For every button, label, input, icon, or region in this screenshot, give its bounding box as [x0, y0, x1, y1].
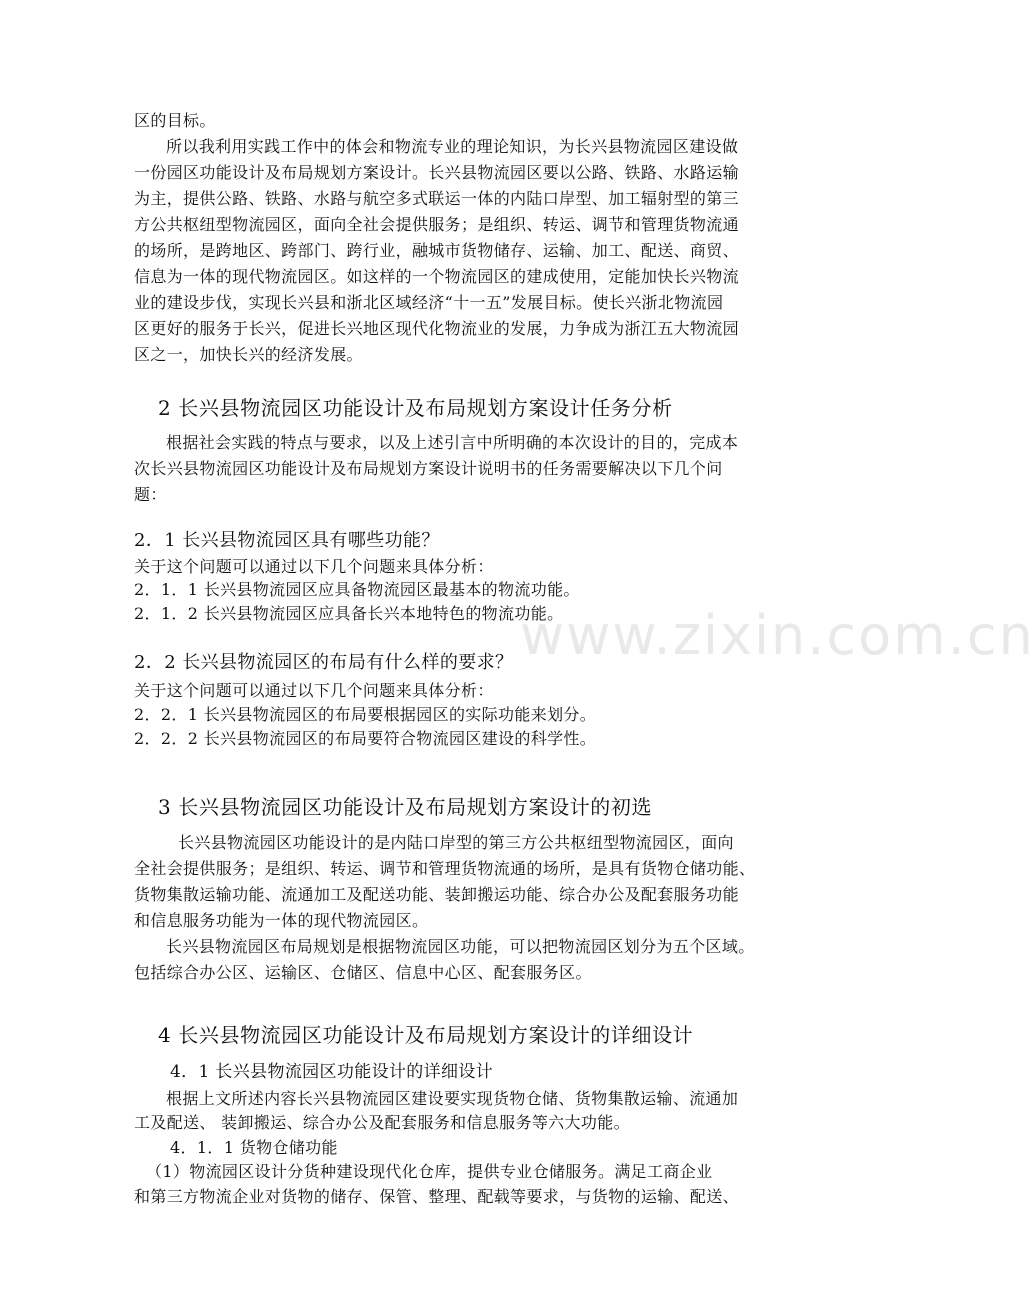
paragraph-line: 关于这个问题可以通过以下几个问题来具体分析：	[134, 557, 494, 576]
paragraph-line: 信息为一体的现代物流园区。如这样的一个物流园区的建成使用，定能加快长兴物流	[134, 267, 739, 286]
paragraph-line: 为主，提供公路、铁路、水路与航空多式联运一体的内陆口岸型、加工辐射型的第三	[134, 189, 739, 208]
paragraph-line: 方公共枢纽型物流园区，面向全社会提供服务；是组织、转运、调节和管理货物流通	[134, 215, 739, 234]
paragraph-line: 关于这个问题可以通过以下几个问题来具体分析：	[134, 681, 494, 700]
paragraph-line: 和第三方物流企业对货物的储存、保管、整理、配载等要求，与货物的运输、配送、	[134, 1187, 739, 1206]
paragraph-line: 的场所，是跨地区、跨部门、跨行业，融城市货物储存、运输、加工、配送、商贸、	[134, 241, 739, 260]
list-item: 2．2．2 长兴县物流园区的布局要符合物流园区建设的科学性。	[134, 729, 597, 748]
watermark: www.zixin.com.cn	[520, 604, 1035, 667]
paragraph-line: 长兴县物流园区布局规划是根据物流园区功能，可以把物流园区划分为五个区域。	[166, 937, 755, 956]
paragraph-line: （1）物流园区设计分货种建设现代化仓库，提供专业仓储服务。满足工商企业	[146, 1162, 713, 1181]
list-item: 2．1．2 长兴县物流园区应具备长兴本地特色的物流功能。	[134, 604, 564, 623]
paragraph-line: 区更好的服务于长兴，促进长兴地区现代化物流业的发展，力争成为浙江五大物流园	[134, 319, 739, 338]
paragraph-line: 区之一，加快长兴的经济发展。	[134, 345, 363, 364]
paragraph-line: 长兴县物流园区功能设计的是内陆口岸型的第三方公共枢纽型物流园区，面向	[178, 833, 734, 852]
paragraph-line: 次长兴县物流园区功能设计及布局规划方案设计说明书的任务需要解决以下几个问	[134, 459, 723, 478]
paragraph-line: 和信息服务功能为一体的现代物流园区。	[134, 911, 429, 930]
paragraph-line: 货物集散运输功能、流通加工及配送功能、装卸搬运功能、综合办公及配套服务功能	[134, 885, 739, 904]
paragraph-line: 题：	[134, 485, 167, 504]
subsection-heading-2-2: 2．2 长兴县物流园区的布局有什么样的要求？	[134, 652, 514, 673]
subsection-heading-2-1: 2．1 长兴县物流园区具有哪些功能？	[134, 530, 440, 551]
paragraph-line: 全社会提供服务；是组织、转运、调节和管理货物流通的场所，是具有货物仓储功能、	[134, 859, 756, 878]
list-item: 2．1．1 长兴县物流园区应具备物流园区最基本的物流功能。	[134, 580, 580, 599]
paragraph-line: 工及配送、 装卸搬运、综合办公及配套服务和信息服务等六大功能。	[134, 1113, 630, 1132]
paragraph-line: 根据上文所述内容长兴县物流园区建设要实现货物仓储、货物集散运输、流通加	[166, 1089, 739, 1108]
paragraph-line: 所以我利用实践工作中的体会和物流专业的理论知识，为长兴县物流园区建设做	[166, 137, 739, 156]
list-item: 2．2．1 长兴县物流园区的布局要根据园区的实际功能来划分。	[134, 705, 597, 724]
paragraph-line: 包括综合办公区、运输区、仓储区、信息中心区、配套服务区。	[134, 963, 592, 982]
section-heading-2: 2 长兴县物流园区功能设计及布局规划方案设计任务分析	[158, 396, 673, 420]
subsection-heading-4-1-1: 4．1．1 货物仓储功能	[170, 1138, 338, 1157]
paragraph-line: 业的建设步伐，实现长兴县和浙北区域经济“十一五”发展目标。使长兴浙北物流园	[134, 293, 724, 312]
section-heading-3: 3 长兴县物流园区功能设计及布局规划方案设计的初选	[158, 795, 653, 819]
paragraph-line: 一份园区功能设计及布局规划方案设计。长兴县物流园区要以公路、铁路、水路运输	[134, 163, 739, 182]
section-heading-4: 4 长兴县物流园区功能设计及布局规划方案设计的详细设计	[158, 1023, 694, 1047]
paragraph-line: 区的目标。	[134, 111, 216, 130]
subsection-heading-4-1: 4．1 长兴县物流园区功能设计的详细设计	[170, 1062, 494, 1082]
paragraph-line: 根据社会实践的特点与要求，以及上述引言中所明确的本次设计的目的，完成本	[166, 433, 739, 452]
